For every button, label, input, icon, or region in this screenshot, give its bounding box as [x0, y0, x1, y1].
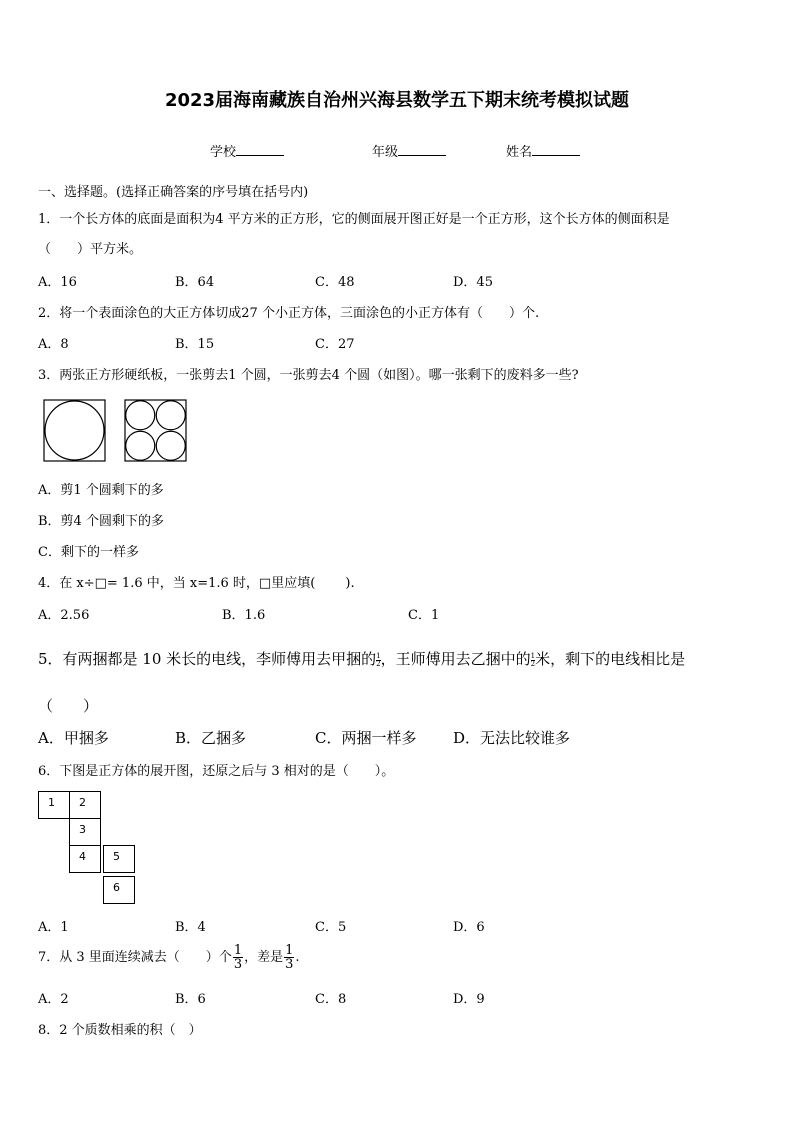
q1-option-d: D．45 — [453, 275, 493, 290]
q5-option-b: B．乙捆多 — [175, 729, 247, 747]
q2-option-b: B．15 — [175, 337, 215, 352]
page-title: 2023届海南藏族自治州兴海县数学五下期末统考模拟试题 — [164, 90, 630, 111]
q7-fraction-2 — [284, 944, 294, 971]
q5-paren: （ ） — [38, 697, 99, 715]
q2-text: 2．将一个表面涂色的大正方体切成27 个小正方体，三面涂色的小正方体有（ ）个. — [38, 306, 540, 321]
section-heading: 一、选择题。(选择正确答案的序号填在括号内) — [38, 185, 309, 200]
q5-text-c: 米，剩下的电线相比是 — [535, 650, 686, 668]
net-cell-4: 4 — [69, 845, 101, 873]
square-one-circle — [44, 400, 105, 461]
q5-frac2-numerator: 1 — [530, 651, 536, 660]
small-circle — [126, 401, 155, 430]
net-cell-6: 6 — [103, 876, 135, 904]
grade-label: 年级 — [372, 145, 399, 160]
q1-option-c: C．48 — [315, 275, 355, 290]
small-circle — [156, 401, 185, 430]
q1-line2: （ ）平方米。 — [38, 242, 143, 257]
q6-text: 6．下图是正方体的展开图，还原之后与 3 相对的是（ ）。 — [38, 764, 395, 779]
grade-field — [372, 141, 446, 160]
q8-text: 8．2 个质数相乘的积（ ） — [38, 1023, 202, 1038]
q7-option-d: D．9 — [453, 992, 485, 1007]
q5-option-d: D．无法比较谁多 — [453, 729, 571, 747]
q5-text-b: ，王师傅用去乙捆中的 — [380, 650, 531, 668]
school-label: 学校 — [210, 145, 237, 160]
name-field — [506, 141, 580, 160]
q5-frac2-denominator: 2 — [530, 659, 536, 668]
q1-option-b: B．64 — [175, 275, 215, 290]
q2-option-a: A．8 — [38, 337, 69, 352]
q7-option-a: A．2 — [38, 992, 69, 1007]
q4-option-b: B．1.6 — [222, 608, 266, 623]
q4-option-c: C．1 — [408, 608, 440, 623]
q7-option-c: C．8 — [315, 992, 347, 1007]
q3-option-b: B．剪4 个圆剩下的多 — [38, 514, 164, 529]
net-cell-3: 3 — [69, 818, 101, 846]
q2-option-c: C．27 — [315, 337, 355, 352]
q5-text-a: 5．有两捆都是 10 米长的电线，李师傅用去甲捆的 — [38, 650, 377, 668]
q3-option-a: A．剪1 个圆剩下的多 — [38, 483, 164, 498]
q7-fraction-1 — [233, 944, 243, 971]
q5-frac1-numerator: 1 — [376, 651, 381, 660]
q4-text: 4．在 x÷□= 1.6 中，当 x=1.6 时，□里应填( ). — [38, 576, 355, 591]
net-cell-5: 5 — [103, 845, 135, 873]
q1-line1: 1．一个长方体的底面是面积为4 平方米的正方形，它的侧面展开图正好是一个正方形，这个长方体的侧面积是 — [38, 212, 670, 227]
q6-option-b: B．4 — [175, 920, 206, 935]
q6-option-a: A．1 — [38, 920, 69, 935]
q3-option-c: C．剩下的一样多 — [38, 545, 139, 560]
q7-text-a: 7．从 3 里面连续减去（ ）个 — [38, 950, 232, 965]
q3-figure — [43, 398, 193, 464]
name-label: 姓名 — [506, 145, 533, 160]
school-blank — [236, 143, 284, 156]
q7-text — [38, 944, 300, 971]
small-circle — [156, 431, 185, 460]
net-cell-2: 2 — [69, 791, 101, 819]
q7-frac1-denominator: 3 — [233, 957, 243, 972]
q6-option-c: C．5 — [315, 920, 347, 935]
small-circle — [126, 431, 155, 460]
q5-frac1-denominator: 2 — [376, 659, 381, 668]
q7-frac2-denominator: 3 — [285, 957, 294, 972]
school-field — [210, 141, 284, 160]
q5-option-c: C．两捆一样多 — [315, 729, 417, 747]
q5-text — [38, 648, 685, 669]
grade-blank — [398, 143, 446, 156]
net-cell-1: 1 — [38, 791, 70, 819]
q7-frac2-numerator: 1 — [285, 943, 294, 958]
q7-option-b: B．6 — [175, 992, 206, 1007]
q6-option-d: D．6 — [453, 920, 485, 935]
q7-text-b: ，差是 — [244, 950, 284, 965]
q7-text-c: . — [295, 950, 300, 965]
q5-option-a: A．甲捆多 — [38, 729, 109, 747]
q3-text: 3．两张正方形硬纸板，一张剪去1 个圆，一张剪去4 个圆（如图）。哪一张剩下的废料多一些? — [38, 368, 579, 383]
name-blank — [532, 143, 580, 156]
q4-option-a: A．2.56 — [38, 608, 90, 623]
big-circle — [45, 401, 104, 460]
q7-frac1-numerator: 1 — [233, 943, 243, 958]
square-four-circles — [125, 400, 186, 461]
q1-option-a: A．16 — [38, 275, 77, 290]
